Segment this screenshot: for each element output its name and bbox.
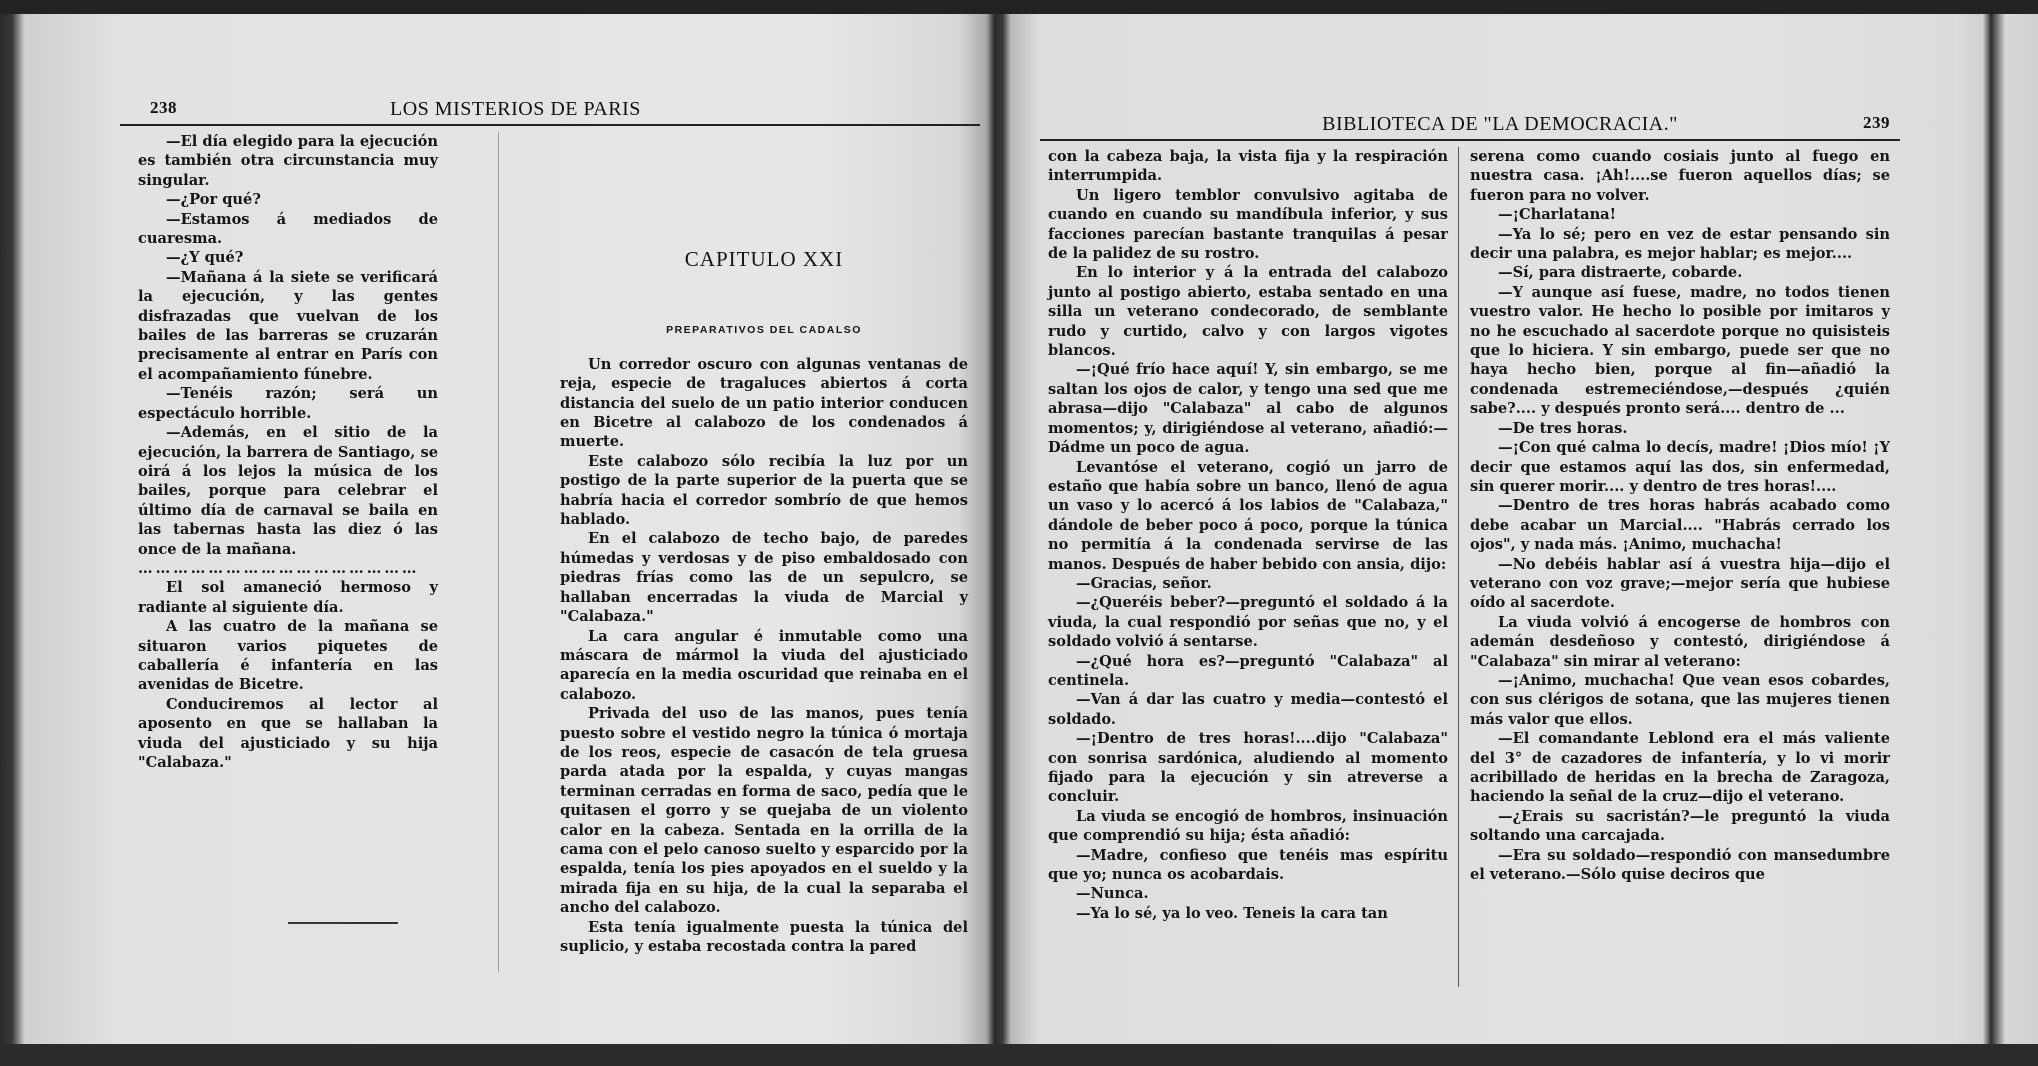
paragraph: La viuda volvió á encogerse de hombros con ademán desdeñoso y contestó, dirigiéndose á "Calabaza" sin mirar al veterano: — [1470, 613, 1890, 670]
paragraph: El sol amaneció hermoso y radiante al siguiente día. — [138, 579, 438, 616]
chapter-subtitle: PREPARATIVOS DEL CADALSO — [666, 324, 862, 337]
paragraph: —Mañana á la siete se verificará la ejecución, y las gentes disfrazadas que vuelvan de los bailes de las barreras se cruzarán precisamente al entrar en París con el acompañamiento fúnebre. — [138, 268, 438, 383]
paragraph: Privada del uso de las manos, pues tenía puesto sobre el vestido negro la túnica ó mortaja de los reos, especie de casacón de tela gruesa parda atada por la espalda, y cuyas mangas terminan cerradas en forma de saco, pedía que le quitasen el gorro y se quejaba de un violento calor en la cabeza. Sentada en la orrilla de la cama con el pelo canoso suelto y esparcido por la espalda, tenía los pies apoyados en el sueldo y la mirada fija en su hija, de la cual la separaba el ancho del calabozo. — [560, 705, 968, 917]
paragraph: Conduciremos al lector al aposento en que se hallaban la viuda del ajusticiado y su hija "Calabaza." — [138, 695, 438, 771]
paragraph: —¡Charlatana! — [1498, 206, 1617, 224]
paragraph: La cara angular é inmutable como una máscara de mármol la viuda del ajusticiado aparecía en la media oscuridad que reinaba en el calabozo. — [560, 627, 968, 703]
paragraph: Este calabozo sólo recibía la luz por un postigo de la parte superior de la puerta que se habría hacia el corredor sombrío de que hemos hablado. — [560, 452, 968, 529]
paragraph: —¿Erais su sacristán?—le preguntó la viuda soltando una carcajada. — [1470, 807, 1890, 845]
paragraph: —Dentro de tres horas habrás acabado como debe acabar un Marcial.... "Habrás cerrado los ojos", y nada más. ¡Animo, muchacha! — [1470, 497, 1890, 554]
left-page — [120, 80, 980, 1040]
paragraph: —¡Con qué calma lo decís, madre! ¡Dios mío! ¡Y decir que estamos aquí las dos, sin enfermedad, sin querer morir.... y dentro de tres horas!.... — [1470, 439, 1890, 495]
paragraph: Levantóse el veterano, cogió un jarro de estaño que había sobre un banco, llenó de agua un vaso y lo acercó á los labios de "Calabaza," dándole de beber poco á poco, porque la túnica no permitía á la condenada servirse de las manos. Después de haber bebido con ansia, dijo: — [1048, 458, 1448, 573]
left-running-title: LOS MISTERIOS DE PARIS — [390, 98, 641, 120]
scan-top-border — [0, 0, 2038, 14]
paragraph: —¡Animo, muchacha! Que vean esos cobardes, con sus clérigos de sotana, que las mujeres tienen más valor que ellos. — [1470, 671, 1890, 728]
left-column-a — [138, 132, 438, 924]
paragraph: —No debéis hablar así á vuestra hija—dijo el veterano con voz grave;—mejor sería que hubiese oído al sacerdote. — [1470, 555, 1890, 612]
paragraph: —Ya lo sé, ya lo veo. Teneis la cara tan — [1076, 904, 1388, 922]
chapter-title: CAPITULO XXI — [684, 247, 844, 271]
column-divider — [1458, 147, 1459, 987]
paragraph: —Además, en el sitio de la ejecución, la barrera de Santiago, se oirá á los lejos la música de los bailes, porque para celebrar el último día de carnaval se baila en las tabernas hasta las diez ó las once de la mañana. — [138, 424, 438, 558]
column-divider — [498, 132, 499, 972]
paragraph: —Van á dar las cuatro y media—contestó el soldado. — [1048, 691, 1448, 728]
paragraph: —¿Queréis beber?—preguntó el soldado á la viuda, la cual respondió por señas que no, y el soldado volvió á sentarse. — [1048, 594, 1448, 651]
paragraph: —¡Qué frío hace aquí! Y, sin embargo, se me saltan los ojos de calor, y tengo una sed que me abrasa—dijo "Calabaza" al cabo de algunos momentos; y, dirigiéndose al veterano, añadió:—Dádme un poco de agua. — [1048, 361, 1448, 457]
paragraph: —Gracias, señor. — [1076, 574, 1212, 592]
paragraph: —El día elegido para la ejecución es también otra circunstancia muy singular. — [138, 133, 438, 189]
paragraph: —Era su soldado—respondió con mansedumbre el veterano.—Sólo quise deciros que — [1470, 846, 1890, 884]
right-running-title: BIBLIOTECA DE "LA DEMOCRACIA." — [1322, 113, 1678, 135]
paragraph: A las cuatro de la mañana se situaron varios piquetes de caballería é infantería en las avenidas de Bicetre. — [138, 618, 438, 694]
paragraph: —Y aunque así fuese, madre, no todos tienen vuestro valor. He hecho lo posible por imitaros y no he escuchado al sacerdote porque no quisisteis que lo hiciera. Y sin embargo, puede ser que no haya hecho bien, porque al fin—añadió la condenada estremeciéndose,—después ¿quién sabe?.... y después pronto será.... dentro de ... — [1470, 283, 1890, 418]
paragraph: —¡Dentro de tres horas!....dijo "Calabaza" con sonrisa sardónica, aludiendo al momento fijado para la ejecución y sin atreverse a concluir. — [1048, 730, 1448, 806]
paragraph: —Nunca. — [1076, 885, 1149, 903]
paragraph: —De tres horas. — [1498, 419, 1628, 437]
paragraph: —Madre, confieso que tenéis mas espíritu que yo; nunca os acobardais. — [1048, 846, 1448, 884]
right-column-a — [1048, 147, 1448, 923]
paragraph: —Estamos á mediados de cuaresma. — [138, 210, 438, 248]
paragraph: serena como cuando cosiais junto al fuego en nuestra casa. ¡Ah!....se fueron aquellos días; se fueron para no volver. — [1470, 148, 1890, 204]
paragraph: La viuda se encogió de hombros, insinuación que comprendió su hija; ésta añadió: — [1048, 807, 1448, 845]
paragraph: con la cabeza baja, la vista fija y la respiración interrumpida. — [1048, 148, 1448, 185]
paragraph: —Ya lo sé; pero en vez de estar pensando sin decir una palabra, es mejor hablar; es mejor.... — [1470, 225, 1890, 263]
left-running-head — [120, 98, 980, 126]
left-column-b — [560, 132, 968, 956]
paragraph: —¿Por qué? — [166, 191, 261, 209]
paragraph: Un ligero temblor convulsivo agitaba de cuando en cuando su mandíbula inferior, y sus facciones parecían bastante tranquilas á pesar de la palidez de su rostro. — [1048, 186, 1448, 263]
paragraph: Esta tenía igualmente puesta la túnica del suplicio, y estaba recostada contra la pared — [560, 918, 968, 955]
end-rule — [288, 922, 398, 924]
paragraph: —Tenéis razón; será un espectáculo horrible. — [138, 385, 438, 422]
right-page — [1040, 95, 1900, 1035]
right-column-b — [1470, 147, 1890, 884]
right-page-number: 239 — [1863, 113, 1890, 132]
paragraph: —¿Qué hora es?—preguntó "Calabaza" al centinela. — [1048, 652, 1448, 689]
scan-bottom-border — [0, 1044, 2038, 1066]
paragraph: —El comandante Leblond era el más valiente del 3° de cazadores de infantería, y lo vi morir acribillado de heridas en la brecha de Zaragoza, haciendo la señal de la cruz—dijo el veterano. — [1470, 730, 1890, 806]
paragraph: En el calabozo de techo bajo, de paredes húmedas y verdosas y de piso embaldosado con piedras frías como las de un sepulcro, se hallaban encerradas la viuda de Marcial y "Calabaza." — [560, 530, 968, 626]
section-break-dots: ………………………………………… — [138, 559, 420, 577]
left-page-number: 238 — [150, 98, 177, 117]
paragraph: —Sí, para distraerte, cobarde. — [1498, 264, 1743, 282]
right-running-head — [1040, 113, 1900, 141]
paragraph: —¿Y qué? — [166, 249, 244, 267]
paragraph: En lo interior y á la entrada del calabozo junto al postigo abierto, estaba sentado en una silla un veterano condecorado, de semblante rudo y curtido, calvo y con largos vigotes blancos. — [1048, 264, 1448, 360]
paragraph: Un corredor oscuro con algunas ventanas de reja, especie de tragaluces abiertos á corta distancia del suelo de un patio interior conducen en Bicetre al calabozo de los condenados á muerte. — [560, 355, 968, 451]
